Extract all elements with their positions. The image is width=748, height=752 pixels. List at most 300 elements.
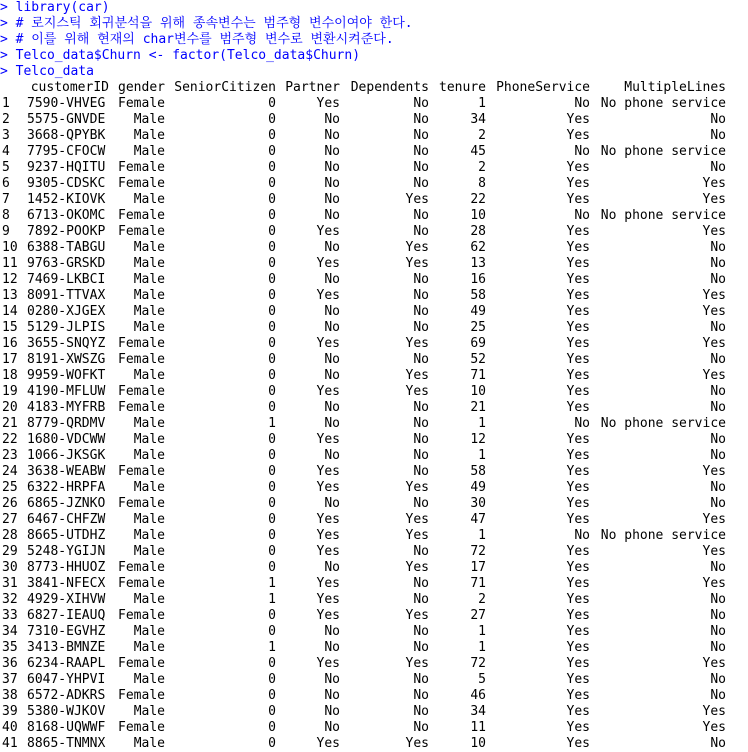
console-command-line[interactable]: [0, 0, 110, 16]
cell-gender: Female: [118, 352, 165, 367]
cell-gender: Female: [118, 656, 165, 671]
cell-partner: No: [324, 640, 340, 655]
cell-seniorcitizen: 1: [268, 576, 276, 591]
cell-partner: No: [324, 144, 340, 159]
header-partner: Partner: [285, 80, 340, 95]
cell-phoneservice: No: [574, 528, 590, 543]
cell-partner: Yes: [316, 256, 340, 271]
header-dependents: Dependents: [350, 80, 429, 95]
cell-multiplelines: Yes: [702, 544, 726, 559]
cell-tenure: 1: [478, 416, 486, 431]
cell-phoneservice: Yes: [566, 608, 590, 623]
cell-multiplelines: Yes: [702, 336, 726, 351]
cell-customerid: 6713-OKOMC: [27, 208, 106, 223]
cell-customerid: 9305-CDSKC: [27, 176, 106, 191]
row-index: 8: [2, 208, 10, 223]
cell-gender: Female: [118, 608, 165, 623]
cell-phoneservice: Yes: [566, 320, 590, 335]
cell-dependents: Yes: [405, 608, 429, 623]
command-text[interactable]: # 로지스틱 회귀분석을 위해 종속변수는 범주형 변수이여야 한다.: [7, 16, 413, 31]
prompt-symbol: >: [0, 64, 8, 79]
cell-seniorcitizen: 1: [268, 592, 276, 607]
cell-dependents: No: [413, 112, 429, 127]
header-customerid: customerID: [30, 80, 109, 95]
cell-multiplelines: No phone service: [600, 528, 726, 543]
cell-multiplelines: No: [710, 400, 726, 415]
prompt-symbol: >: [0, 32, 8, 47]
row-index: 25: [2, 480, 18, 495]
cell-phoneservice: Yes: [566, 256, 590, 271]
cell-customerid: 3638-WEABW: [27, 464, 106, 479]
cell-phoneservice: Yes: [566, 368, 590, 383]
cell-phoneservice: Yes: [566, 400, 590, 415]
cell-customerid: 1680-VDCWW: [27, 432, 106, 447]
cell-dependents: No: [413, 720, 429, 735]
cell-gender: Male: [133, 112, 165, 127]
cell-dependents: Yes: [405, 528, 429, 543]
cell-multiplelines: Yes: [702, 176, 726, 191]
cell-multiplelines: No: [710, 320, 726, 335]
cell-phoneservice: Yes: [566, 288, 590, 303]
cell-partner: Yes: [316, 576, 340, 591]
cell-dependents: Yes: [405, 656, 429, 671]
cell-customerid: 9237-HQITU: [27, 160, 106, 175]
cell-dependents: Yes: [405, 336, 429, 351]
row-index: 20: [2, 400, 18, 415]
cell-multiplelines: Yes: [702, 704, 726, 719]
cell-tenure: 58: [470, 288, 486, 303]
cell-seniorcitizen: 0: [268, 128, 276, 143]
cell-multiplelines: No: [710, 160, 726, 175]
cell-customerid: 6572-ADKRS: [27, 688, 106, 703]
cell-phoneservice: Yes: [566, 624, 590, 639]
cell-dependents: No: [413, 704, 429, 719]
command-text[interactable]: library(car): [7, 0, 110, 15]
cell-gender: Female: [118, 576, 165, 591]
cell-customerid: 8865-TNMNX: [27, 736, 106, 751]
cell-partner: Yes: [316, 736, 340, 751]
cell-partner: No: [324, 112, 340, 127]
cell-multiplelines: Yes: [702, 576, 726, 591]
command-text[interactable]: Telco_data$Churn <- factor(Telco_data$Churn): [7, 48, 361, 63]
prompt-symbol: >: [0, 0, 8, 15]
row-index: 27: [2, 512, 18, 527]
cell-gender: Female: [118, 160, 165, 175]
cell-partner: No: [324, 624, 340, 639]
cell-seniorcitizen: 0: [268, 528, 276, 543]
cell-partner: No: [324, 320, 340, 335]
cell-customerid: 8191-XWSZG: [27, 352, 106, 367]
cell-partner: No: [324, 240, 340, 255]
cell-dependents: No: [413, 144, 429, 159]
cell-phoneservice: Yes: [566, 160, 590, 175]
cell-multiplelines: No: [710, 688, 726, 703]
cell-multiplelines: Yes: [702, 224, 726, 239]
cell-dependents: No: [413, 224, 429, 239]
cell-customerid: 3841-NFECX: [27, 576, 106, 591]
row-index: 39: [2, 704, 18, 719]
cell-tenure: 28: [470, 224, 486, 239]
cell-tenure: 2: [478, 160, 486, 175]
cell-partner: Yes: [316, 528, 340, 543]
row-index: 2: [2, 112, 10, 127]
cell-phoneservice: Yes: [566, 464, 590, 479]
cell-multiplelines: No: [710, 112, 726, 127]
cell-partner: No: [324, 720, 340, 735]
cell-seniorcitizen: 0: [268, 544, 276, 559]
cell-tenure: 47: [470, 512, 486, 527]
cell-tenure: 45: [470, 144, 486, 159]
cell-tenure: 1: [478, 448, 486, 463]
cell-tenure: 25: [470, 320, 486, 335]
cell-dependents: No: [413, 544, 429, 559]
row-index: 21: [2, 416, 18, 431]
cell-dependents: Yes: [405, 384, 429, 399]
cell-multiplelines: No: [710, 672, 726, 687]
cell-tenure: 17: [470, 560, 486, 575]
cell-multiplelines: No: [710, 592, 726, 607]
cell-partner: No: [324, 688, 340, 703]
row-index: 19: [2, 384, 18, 399]
cell-partner: No: [324, 176, 340, 191]
cell-partner: Yes: [316, 432, 340, 447]
cell-customerid: 3668-QPYBK: [27, 128, 106, 143]
cell-seniorcitizen: 0: [268, 400, 276, 415]
cell-multiplelines: No phone service: [600, 144, 726, 159]
cell-seniorcitizen: 0: [268, 464, 276, 479]
row-index: 12: [2, 272, 18, 287]
cell-partner: No: [324, 304, 340, 319]
command-text[interactable]: # 이를 위해 현재의 char변수를 범주형 변수로 변환시켜준다.: [7, 32, 394, 47]
cell-multiplelines: No: [710, 432, 726, 447]
console-command-line[interactable]: [0, 16, 413, 32]
cell-phoneservice: Yes: [566, 688, 590, 703]
cell-partner: Yes: [316, 384, 340, 399]
cell-seniorcitizen: 0: [268, 272, 276, 287]
cell-customerid: 0280-XJGEX: [27, 304, 106, 319]
cell-gender: Male: [133, 624, 165, 639]
cell-gender: Male: [133, 448, 165, 463]
cell-multiplelines: Yes: [702, 304, 726, 319]
row-index: 9: [2, 224, 10, 239]
cell-dependents: No: [413, 128, 429, 143]
cell-seniorcitizen: 0: [268, 256, 276, 271]
cell-customerid: 8665-UTDHZ: [27, 528, 106, 543]
cell-multiplelines: No phone service: [600, 208, 726, 223]
cell-phoneservice: No: [574, 96, 590, 111]
cell-partner: Yes: [316, 288, 340, 303]
row-index: 23: [2, 448, 18, 463]
console-command-line[interactable]: [0, 48, 360, 64]
cell-customerid: 4190-MFLUW: [27, 384, 106, 399]
cell-gender: Female: [118, 464, 165, 479]
cell-tenure: 5: [478, 672, 486, 687]
cell-phoneservice: Yes: [566, 592, 590, 607]
cell-tenure: 30: [470, 496, 486, 511]
cell-gender: Male: [133, 704, 165, 719]
cell-partner: No: [324, 192, 340, 207]
cell-dependents: No: [413, 160, 429, 175]
cell-gender: Male: [133, 272, 165, 287]
cell-tenure: 2: [478, 128, 486, 143]
header-phoneservice: PhoneService: [496, 80, 590, 95]
cell-seniorcitizen: 0: [268, 176, 276, 191]
cell-phoneservice: Yes: [566, 448, 590, 463]
cell-multiplelines: No: [710, 384, 726, 399]
cell-multiplelines: No: [710, 256, 726, 271]
row-index: 33: [2, 608, 18, 623]
cell-customerid: 8168-UQWWF: [27, 720, 106, 735]
cell-phoneservice: Yes: [566, 112, 590, 127]
cell-multiplelines: Yes: [702, 368, 726, 383]
cell-phoneservice: Yes: [566, 384, 590, 399]
cell-dependents: Yes: [405, 240, 429, 255]
row-index: 16: [2, 336, 18, 351]
cell-phoneservice: Yes: [566, 128, 590, 143]
console-command-line[interactable]: [0, 64, 94, 80]
cell-dependents: No: [413, 576, 429, 591]
cell-seniorcitizen: 0: [268, 704, 276, 719]
row-index: 24: [2, 464, 18, 479]
cell-phoneservice: Yes: [566, 560, 590, 575]
cell-dependents: No: [413, 432, 429, 447]
cell-customerid: 5129-JLPIS: [27, 320, 106, 335]
cell-multiplelines: No: [710, 624, 726, 639]
cell-customerid: 5575-GNVDE: [27, 112, 106, 127]
cell-multiplelines: No: [710, 352, 726, 367]
cell-dependents: No: [413, 320, 429, 335]
cell-seniorcitizen: 0: [268, 336, 276, 351]
cell-customerid: 7310-EGVHZ: [27, 624, 106, 639]
cell-seniorcitizen: 0: [268, 112, 276, 127]
cell-customerid: 6234-RAAPL: [27, 656, 106, 671]
cell-seniorcitizen: 0: [268, 384, 276, 399]
cell-gender: Female: [118, 400, 165, 415]
cell-gender: Female: [118, 720, 165, 735]
row-index: 6: [2, 176, 10, 191]
cell-customerid: 4183-MYFRB: [27, 400, 106, 415]
cell-multiplelines: No phone service: [600, 96, 726, 111]
header-seniorcitizen: SeniorCitizen: [174, 80, 276, 95]
cell-gender: Male: [133, 736, 165, 751]
cell-seniorcitizen: 0: [268, 192, 276, 207]
row-index: 34: [2, 624, 18, 639]
cell-customerid: 7469-LKBCI: [27, 272, 106, 287]
row-index: 14: [2, 304, 18, 319]
cell-customerid: 8779-QRDMV: [27, 416, 106, 431]
cell-dependents: No: [413, 304, 429, 319]
cell-tenure: 12: [470, 432, 486, 447]
console-command-line[interactable]: [0, 32, 394, 48]
cell-dependents: No: [413, 448, 429, 463]
cell-customerid: 9763-GRSKD: [27, 256, 106, 271]
cell-gender: Female: [118, 688, 165, 703]
cell-gender: Male: [133, 640, 165, 655]
row-index: 40: [2, 720, 18, 735]
header-multiplelines: MultipleLines: [624, 80, 726, 95]
cell-seniorcitizen: 0: [268, 624, 276, 639]
cell-customerid: 5248-YGIJN: [27, 544, 106, 559]
row-index: 36: [2, 656, 18, 671]
cell-customerid: 4929-XIHVW: [27, 592, 106, 607]
cell-tenure: 10: [470, 384, 486, 399]
cell-seniorcitizen: 0: [268, 720, 276, 735]
cell-dependents: No: [413, 624, 429, 639]
cell-phoneservice: Yes: [566, 720, 590, 735]
cell-multiplelines: No: [710, 736, 726, 751]
cell-phoneservice: Yes: [566, 480, 590, 495]
cell-customerid: 3413-BMNZE: [27, 640, 106, 655]
cell-tenure: 72: [470, 544, 486, 559]
row-index: 18: [2, 368, 18, 383]
row-index: 41: [2, 736, 18, 751]
cell-multiplelines: No: [710, 128, 726, 143]
cell-tenure: 46: [470, 688, 486, 703]
cell-seniorcitizen: 0: [268, 368, 276, 383]
cell-multiplelines: Yes: [702, 192, 726, 207]
cell-tenure: 21: [470, 400, 486, 415]
cell-phoneservice: No: [574, 144, 590, 159]
cell-gender: Male: [133, 368, 165, 383]
row-index: 29: [2, 544, 18, 559]
cell-tenure: 13: [470, 256, 486, 271]
cell-customerid: 1066-JKSGK: [27, 448, 106, 463]
cell-tenure: 72: [470, 656, 486, 671]
cell-gender: Male: [133, 256, 165, 271]
cell-phoneservice: Yes: [566, 656, 590, 671]
cell-seniorcitizen: 0: [268, 480, 276, 495]
cell-seniorcitizen: 1: [268, 416, 276, 431]
cell-seniorcitizen: 0: [268, 448, 276, 463]
cell-seniorcitizen: 0: [268, 496, 276, 511]
cell-partner: No: [324, 272, 340, 287]
cell-phoneservice: Yes: [566, 176, 590, 191]
row-index: 10: [2, 240, 18, 255]
cell-tenure: 49: [470, 480, 486, 495]
cell-gender: Female: [118, 208, 165, 223]
row-index: 31: [2, 576, 18, 591]
cell-tenure: 71: [470, 368, 486, 383]
cell-phoneservice: Yes: [566, 240, 590, 255]
cell-gender: Male: [133, 304, 165, 319]
cell-phoneservice: Yes: [566, 272, 590, 287]
cell-seniorcitizen: 0: [268, 160, 276, 175]
cell-partner: Yes: [316, 512, 340, 527]
cell-dependents: No: [413, 352, 429, 367]
cell-tenure: 1: [478, 96, 486, 111]
cell-dependents: Yes: [405, 512, 429, 527]
cell-phoneservice: Yes: [566, 736, 590, 751]
cell-dependents: Yes: [405, 368, 429, 383]
cell-dependents: No: [413, 272, 429, 287]
cell-multiplelines: No: [710, 272, 726, 287]
row-index: 17: [2, 352, 18, 367]
cell-tenure: 11: [470, 720, 486, 735]
row-index: 37: [2, 672, 18, 687]
cell-tenure: 1: [478, 640, 486, 655]
cell-partner: Yes: [316, 592, 340, 607]
cell-customerid: 6467-CHFZW: [27, 512, 106, 527]
cell-seniorcitizen: 0: [268, 432, 276, 447]
cell-gender: Female: [118, 496, 165, 511]
cell-partner: No: [324, 704, 340, 719]
cell-customerid: 7892-POOKP: [27, 224, 106, 239]
row-index: 5: [2, 160, 10, 175]
cell-gender: Male: [133, 512, 165, 527]
cell-phoneservice: Yes: [566, 336, 590, 351]
cell-gender: Female: [118, 560, 165, 575]
cell-gender: Male: [133, 416, 165, 431]
cell-partner: Yes: [316, 656, 340, 671]
row-index: 11: [2, 256, 18, 271]
cell-customerid: 6827-IEAUQ: [27, 608, 106, 623]
cell-gender: Male: [133, 192, 165, 207]
cell-dependents: Yes: [405, 480, 429, 495]
cell-phoneservice: Yes: [566, 224, 590, 239]
cell-gender: Female: [118, 176, 165, 191]
cell-partner: Yes: [316, 464, 340, 479]
cell-tenure: 22: [470, 192, 486, 207]
cell-partner: No: [324, 416, 340, 431]
cell-phoneservice: Yes: [566, 192, 590, 207]
cell-dependents: No: [413, 400, 429, 415]
command-text[interactable]: Telco_data: [7, 64, 94, 79]
cell-multiplelines: No: [710, 608, 726, 623]
cell-partner: Yes: [316, 336, 340, 351]
prompt-symbol: >: [0, 16, 8, 31]
cell-tenure: 34: [470, 704, 486, 719]
cell-gender: Male: [133, 432, 165, 447]
cell-tenure: 49: [470, 304, 486, 319]
cell-customerid: 6047-YHPVI: [27, 672, 106, 687]
cell-multiplelines: No: [710, 448, 726, 463]
cell-seniorcitizen: 0: [268, 208, 276, 223]
cell-tenure: 2: [478, 592, 486, 607]
cell-partner: No: [324, 672, 340, 687]
cell-gender: Male: [133, 592, 165, 607]
cell-multiplelines: No: [710, 240, 726, 255]
cell-gender: Female: [118, 384, 165, 399]
cell-tenure: 16: [470, 272, 486, 287]
cell-partner: No: [324, 496, 340, 511]
cell-gender: Male: [133, 128, 165, 143]
cell-dependents: No: [413, 416, 429, 431]
cell-multiplelines: Yes: [702, 656, 726, 671]
row-index: 35: [2, 640, 18, 655]
cell-tenure: 10: [470, 208, 486, 223]
cell-tenure: 1: [478, 528, 486, 543]
prompt-symbol: >: [0, 48, 8, 63]
cell-multiplelines: Yes: [702, 464, 726, 479]
cell-gender: Female: [118, 96, 165, 111]
cell-tenure: 62: [470, 240, 486, 255]
cell-phoneservice: Yes: [566, 544, 590, 559]
cell-partner: Yes: [316, 224, 340, 239]
cell-dependents: Yes: [405, 736, 429, 751]
cell-seniorcitizen: 0: [268, 688, 276, 703]
cell-customerid: 3655-SNQYZ: [27, 336, 106, 351]
cell-partner: No: [324, 128, 340, 143]
cell-dependents: No: [413, 464, 429, 479]
cell-tenure: 10: [470, 736, 486, 751]
row-index: 3: [2, 128, 10, 143]
cell-customerid: 8773-HHUOZ: [27, 560, 106, 575]
cell-seniorcitizen: 0: [268, 672, 276, 687]
cell-seniorcitizen: 0: [268, 144, 276, 159]
cell-partner: Yes: [316, 544, 340, 559]
cell-phoneservice: Yes: [566, 496, 590, 511]
cell-seniorcitizen: 0: [268, 560, 276, 575]
